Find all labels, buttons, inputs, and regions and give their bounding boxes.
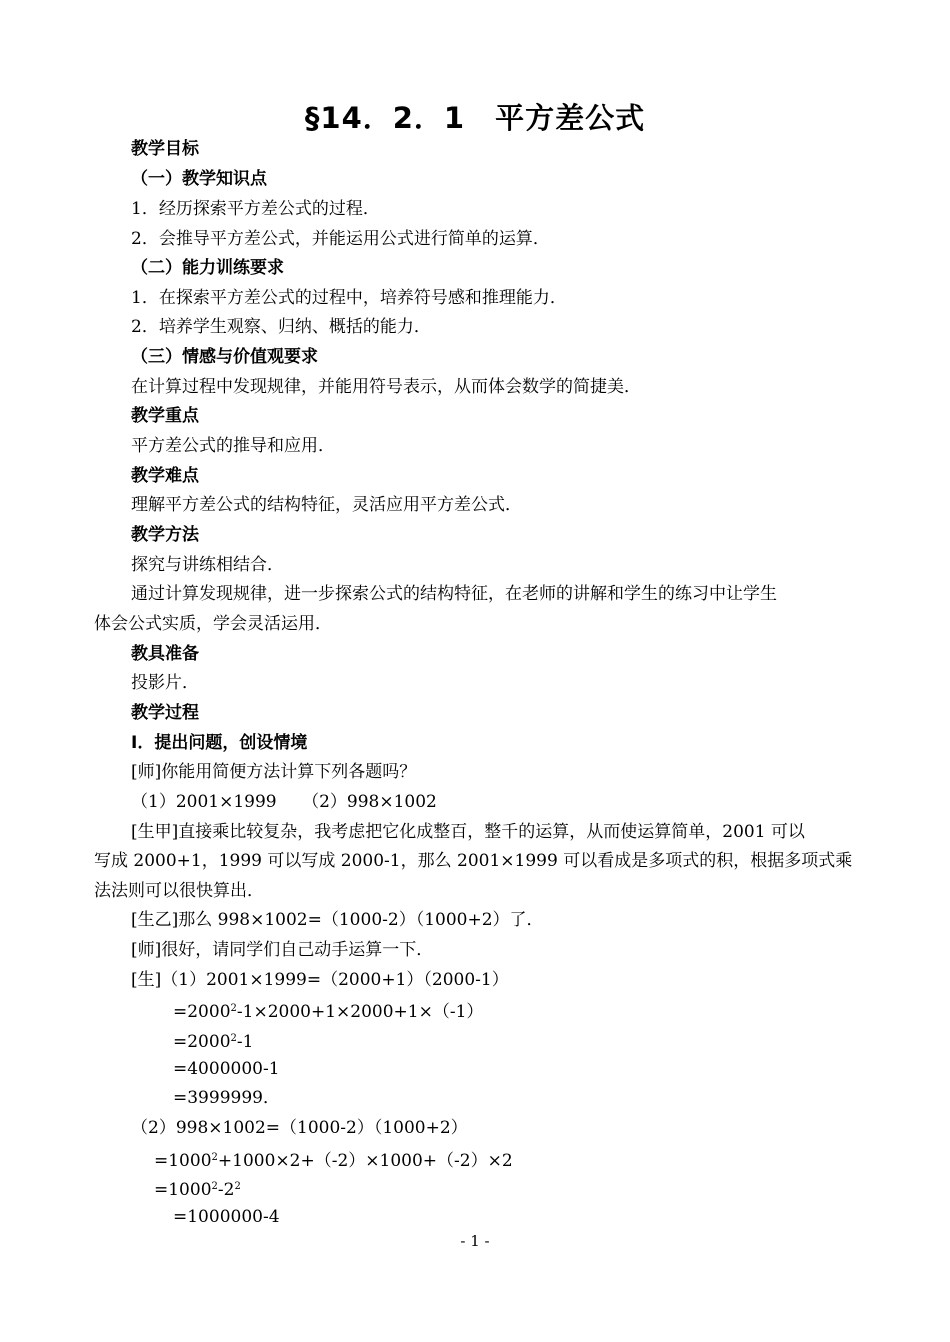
calc-1-line-5: =3999999． — [173, 1088, 280, 1108]
method-paragraph-line-2: 体会公式实质，学会灵活运用． — [94, 614, 332, 634]
section-1-heading: Ⅰ．提出问题，创设情境 — [131, 733, 308, 753]
calc-2-line-2 — [154, 1146, 513, 1173]
calc-2-line-2-rest: +1000×2+（-2）×1000+（-2）×2 — [217, 1151, 513, 1171]
page-number: - 1 - — [460, 1232, 490, 1250]
page-title: §14．2．1 平方差公式 — [304, 101, 646, 135]
method-text: 探究与讲练相结合． — [131, 555, 284, 575]
calc-1-line-3 — [173, 1027, 253, 1054]
ability-heading: （二）能力训练要求 — [131, 258, 284, 278]
calc-1-line-2-rest: -1×2000+1×2000+1×（-1） — [236, 1002, 484, 1022]
calc-2-line-3-base: =1000 — [154, 1180, 212, 1200]
calc-1-line-2-base: =2000 — [173, 1002, 231, 1022]
calc-2-line-3-mid: -2 — [217, 1180, 235, 1200]
key-text: 平方差公式的推导和应用． — [131, 436, 335, 456]
difficulty-heading: 教学难点 — [131, 466, 199, 486]
knowledge-heading: （一）教学知识点 — [131, 169, 267, 189]
student-a-line-2: 写成 2000+1，1999 可以写成 2000-1，那么 2001×1999 可以看成是多项式的积，根据多项式乘 — [94, 851, 853, 871]
calc-1-line-1: [生]（1）2001×1999=（2000+1）（2000-1） — [131, 970, 509, 990]
calc-2-line-3-exponent-2: 2 — [234, 1181, 241, 1192]
knowledge-item-2: 2．会推导平方差公式，并能运用公式进行简单的运算． — [131, 229, 550, 249]
calc-2-line-2-base: =1000 — [154, 1151, 212, 1171]
calc-2-line-1: （2）998×1002=（1000-2）（1000+2） — [131, 1118, 468, 1138]
process-heading: 教学过程 — [131, 703, 199, 723]
calc-1-line-2-exponent: 2 — [230, 1003, 237, 1014]
calc-1-line-4: =4000000-1 — [173, 1059, 280, 1079]
objectives-heading: 教学目标 — [131, 139, 199, 159]
method-paragraph-line-1: 通过计算发现规律，进一步探索公式的结构特征，在老师的讲解和学生的练习中让学生 — [131, 584, 777, 604]
tools-heading: 教具准备 — [131, 644, 199, 664]
calc-1-line-3-base: =2000 — [173, 1032, 231, 1052]
ability-item-1: 1．在探索平方差公式的过程中，培养符号感和推理能力． — [131, 288, 567, 308]
calc-1-line-3-exponent: 2 — [230, 1033, 237, 1044]
method-heading: 教学方法 — [131, 525, 199, 545]
tools-text: 投影片． — [131, 673, 199, 693]
difficulty-text: 理解平方差公式的结构特征，灵活应用平方差公式． — [131, 495, 522, 515]
student-a-line-1: [生甲]直接乘比较复杂，我考虑把它化成整百，整千的运算，从而使运算简单，2001 可以 — [131, 822, 805, 842]
calc-2-line-2-exponent: 2 — [211, 1152, 218, 1163]
ability-item-2: 2．培养学生观察、归纳、概括的能力． — [131, 317, 431, 337]
emotion-item-1: 在计算过程中发现规律，并能用符号表示，从而体会数学的简捷美． — [131, 377, 641, 397]
knowledge-item-1: 1．经历探索平方差公式的过程． — [131, 199, 380, 219]
calc-2-line-4: =1000000-4 — [173, 1207, 280, 1227]
emotion-heading: （三）情感与价值观要求 — [131, 347, 318, 367]
calc-1-line-2 — [173, 997, 483, 1024]
student-b-line: [生乙]那么 998×1002=（1000-2）（1000+2）了． — [131, 910, 544, 930]
teacher-ok-line: [师]很好，请同学们自己动手运算一下． — [131, 940, 434, 960]
calc-2-line-3-exponent-1: 2 — [211, 1181, 218, 1192]
calc-2-line-3 — [154, 1175, 241, 1202]
problems-line: （1）2001×1999 （2）998×1002 — [131, 792, 437, 812]
key-heading: 教学重点 — [131, 406, 199, 426]
calc-1-line-3-rest: -1 — [236, 1032, 254, 1052]
teacher-question: [师]你能用简便方法计算下列各题吗？ — [131, 762, 417, 782]
student-a-line-3: 法法则可以很快算出． — [94, 881, 264, 901]
